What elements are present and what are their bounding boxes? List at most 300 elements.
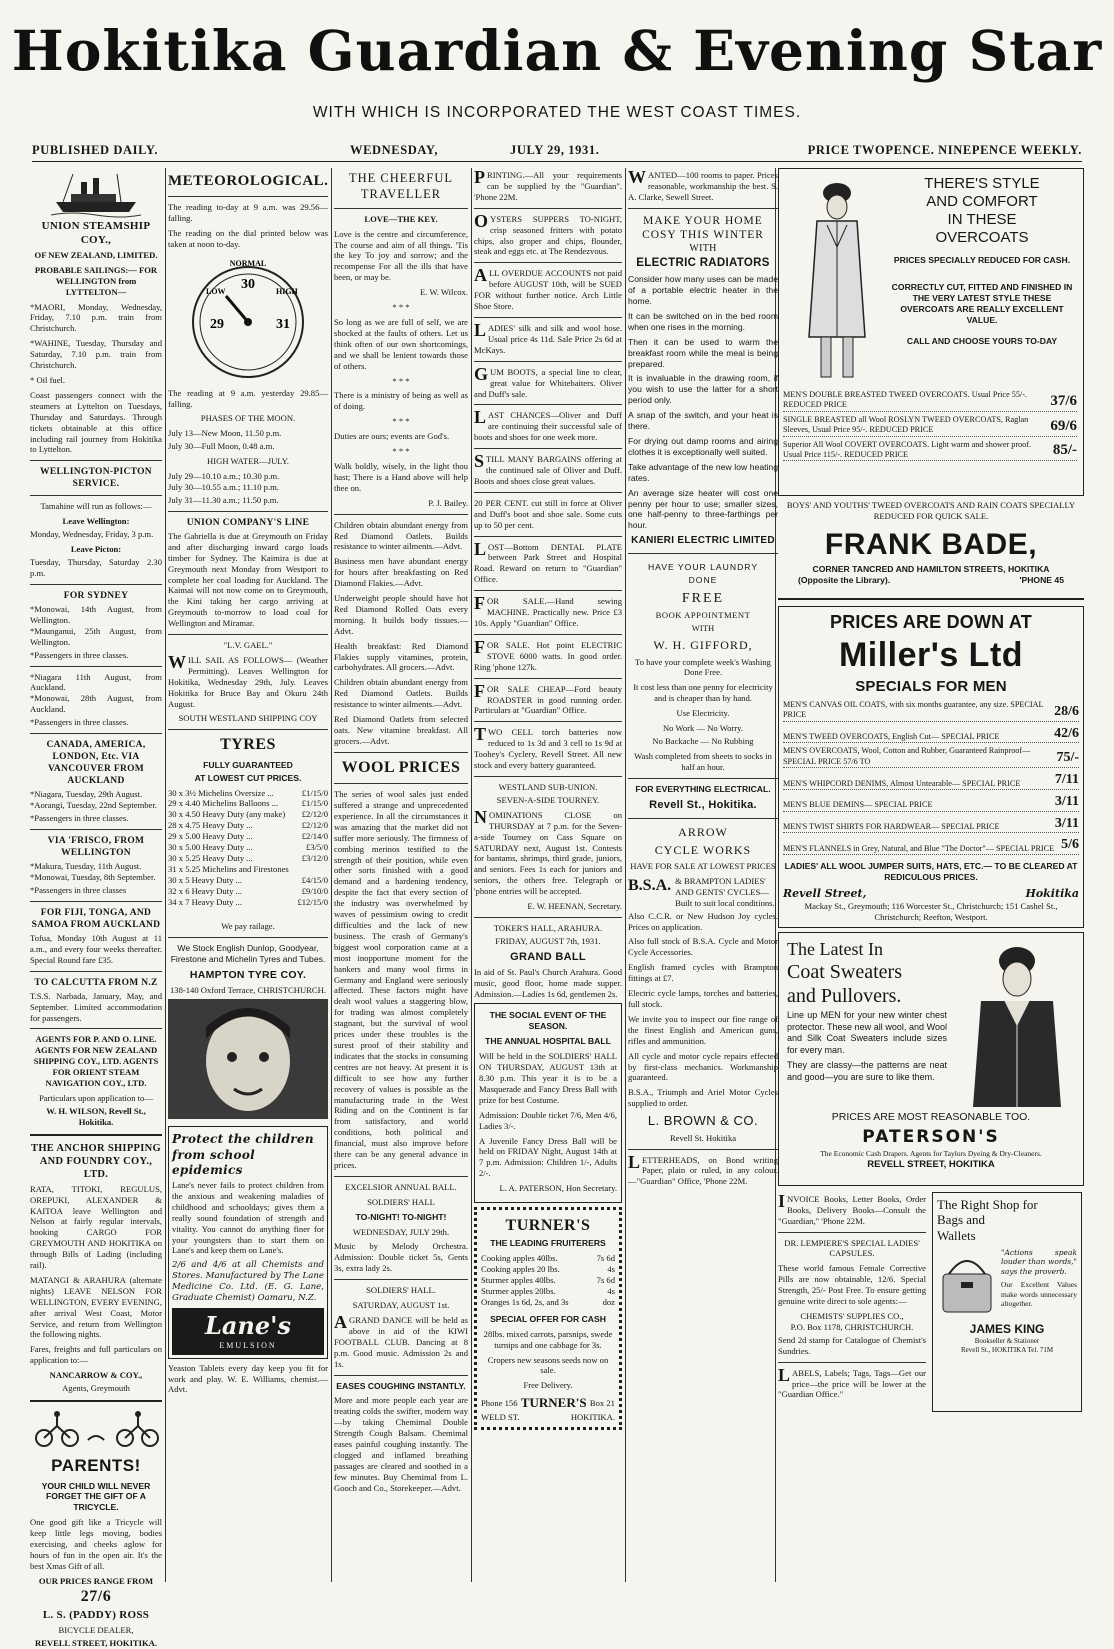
wool-head: WOOL PRICES <box>341 758 461 776</box>
millers-street: Revell Street, <box>783 887 867 901</box>
hampton-address: 138-140 Oxford Terrace, CHRISTCHURCH. <box>169 984 327 995</box>
laundry-body: Wash completed from sheets to socks in half an hour. <box>634 750 772 772</box>
call-note: CALL AND CHOOSE YOURS TO-DAY <box>906 335 1058 346</box>
tyre-row <box>168 886 328 897</box>
laundry-body: To have your complete week's Washing Done Free. <box>635 656 771 678</box>
column-rule <box>471 168 472 1582</box>
cosy-body: It can be switched on in the bed room when one rises in the morning. <box>628 310 778 332</box>
tide-head: HIGH WATER—JULY. <box>207 456 289 467</box>
hampton-name: HAMPTON TYRE COY. <box>189 969 307 982</box>
king-name: JAMES KING <box>969 1321 1045 1336</box>
fruit-row-label: Cooking apples 20 lbs. <box>481 1264 560 1275</box>
westland-head: WESTLAND SUB-UNION. <box>498 781 598 792</box>
prices-down: PRICES ARE DOWN AT <box>830 611 1032 632</box>
poet: E. W. Wilcox. <box>420 287 468 298</box>
men-special-row-label: MEN'S TWEED OVERCOATS, English Cut— SPECIAL PRICE <box>783 731 1000 741</box>
style-line: AND COMFORT <box>926 193 1038 210</box>
fruit-row-label: Cooking apples 40lbs. <box>481 1253 558 1264</box>
hospital-ball-ad <box>474 1003 622 1203</box>
tide-line: July 31—11.30 a.m.; 11.50 p.m. <box>168 494 279 505</box>
divider <box>474 590 622 591</box>
style-line: THERE'S STYLE <box>924 175 1040 192</box>
star-separator: * * * <box>392 416 410 427</box>
issue-price: PRICE TWOPENCE. NINEPENCE WEEKLY. <box>807 143 1082 157</box>
fruit-row <box>481 1253 615 1264</box>
overcoat-figure-icon <box>797 177 877 387</box>
men-special-row-label: MEN'S FLANNELS in Grey, Natural, and Blue "The Doctor"— SPECIAL PRICE <box>783 843 1055 853</box>
met-dial-note: The reading on the dial printed below was taken at noon to-day. <box>168 227 328 249</box>
laundry-body: Use Electricity. <box>676 708 730 719</box>
correctly-note: CORRECTLY CUT, FITTED AND FINISHED IN THE VERY LATEST STYLE THESE OVERCOATS ARE REALLY EXCELLENT VALUE. <box>891 281 1073 325</box>
star-separator: * * * <box>392 302 410 313</box>
parents-head: PARENTS! <box>51 1455 141 1475</box>
tyre-row-price: £1/15/0 <box>301 787 328 798</box>
turners-phone: Phone 156 <box>481 1398 518 1409</box>
classified: 20 PER CENT. cut still in force at Oliver and Duff's boot and shoe sale. Some cuts up to 50 per cent. <box>474 497 622 530</box>
cycle-works-head: CYCLE WORKS <box>654 842 752 857</box>
fruit-row-price: doz <box>602 1296 615 1307</box>
sydney-line: *Niagara 11th August, from Auckland. <box>30 671 162 693</box>
narbada-line: T.S.S. Narbada, January, May, and September. Limited accommodation for passengers. <box>30 990 162 1023</box>
tyre-row <box>168 842 328 853</box>
arrow-head: ARROW <box>678 824 728 839</box>
divider <box>30 584 162 585</box>
tyre-row-label: 30 x 5.00 Heavy Duty ... <box>168 842 253 853</box>
laundry-with: WITH <box>691 623 715 634</box>
divider <box>474 361 622 362</box>
divider <box>474 536 622 537</box>
tyre-price-table <box>168 788 328 908</box>
soldiers-hall-2: SOLDIERS' HALL. <box>366 1285 436 1296</box>
matangi-body: MATANGI & ARAHURA (alternate nights) LEAVE NELSON FOR WELLINGTON, EVERY EVENING, after arrival West Coast, Motor Service, and return from Wellington the following nights. <box>30 1274 162 1340</box>
lanes-head: Protect the children from school epidemics <box>172 1132 314 1177</box>
cycle-note: All cycle and motor cycle repairs effected by first-class mechanics. Workmanship guaranteed. <box>628 1050 778 1083</box>
fruit-row <box>481 1264 615 1275</box>
men-special-row <box>783 836 1079 855</box>
sydney-line: *Maunganui, 25th August, from Wellington. <box>30 625 162 647</box>
sydney-line: *Monowai, 28th August, from Auckland. <box>30 693 162 715</box>
laundry-head: HAVE YOUR LAUNDRY <box>647 561 759 572</box>
latest-line: and Pullovers. <box>787 985 902 1008</box>
dial-31-label: 31 <box>276 316 290 332</box>
kanieri-name: KANIERI ELECTRIC LIMITED <box>631 535 775 547</box>
king-address: Revell St., HOKITIKA Tel. 71M <box>960 1345 1054 1354</box>
fruit-row-label: Oranges 1s 6d, 2s, and 3s <box>481 1296 569 1307</box>
fruit-row-price: 4s <box>607 1264 615 1275</box>
divider <box>334 752 468 753</box>
divider <box>474 317 622 318</box>
men-price-list <box>783 700 1079 855</box>
divider <box>628 778 778 779</box>
cosy-body: An average size heater will cost one penny per hour to use; smaller sizes, one half-penny to three-farthings per hour. <box>628 487 778 531</box>
issue-day: WEDNESDAY, <box>350 143 439 157</box>
tricycle-price: 27/6 <box>80 1587 112 1605</box>
column-rule <box>625 168 626 1582</box>
poem: Love is the centre and circumference, The course and aim of all things. 'Tis the key To joy and sorrow; and the recompense For all the ills that have been, or may be. <box>334 228 468 283</box>
gifford-name: W. H. GIFFORD, <box>653 638 753 653</box>
tyre-row <box>168 853 328 864</box>
cosy-body: It is invaluable in the drawing room, if you wish to use the latter for a short period only. <box>628 373 778 406</box>
tyre-row-price: £3/12/0 <box>301 852 328 863</box>
tyre-row <box>168 831 328 842</box>
men-special-row-label: MEN'S TWIST SHIRTS FOR HARDWEAR— SPECIAL PRICE <box>783 822 1000 832</box>
millers-branches: Mackay St., Greymouth; 116 Worcester St., Christchurch; 151 Cashel St., Christchurch; Reefton, Westport. <box>804 901 1058 922</box>
cosy-line: ELECTRIC RADIATORS <box>636 256 770 269</box>
millers-town: Hokitika <box>1025 887 1079 901</box>
frisco-line: *Monowai, Tuesday, 8th September. <box>30 872 156 883</box>
thought-4: Walk boldly, wisely, in the light thou hast; There is a Hand above will help thee on. <box>334 460 468 493</box>
oil-note: * Oil fuel. <box>30 375 66 385</box>
bade-name: FRANK BADE, <box>824 527 1038 561</box>
fruiterers-head: THE LEADING FRUITERERS <box>490 1238 606 1249</box>
railage-note: We pay railage. <box>221 921 275 932</box>
style-line: IN THESE <box>947 211 1017 228</box>
overcoat-row <box>783 440 1077 462</box>
juvenile-ball: A Juvenile Fancy Dress Ball will be held on FRIDAY Night, August 14th at 7 p.m. Admission: Children 1/-, Adults 2/-. <box>479 1135 617 1179</box>
tyre-row-price: £2/14/0 <box>301 831 328 842</box>
union-title: UNION STEAMSHIP COY., <box>41 220 151 246</box>
letterheads-ad: LETTERHEADS, on Bond writing Paper, plain or ruled, in any colour.—"Guardian" Office, 'Phone 22M. <box>628 1151 778 1187</box>
divider <box>474 404 622 405</box>
tyre-row-label: 28 x 4.75 Heavy Duty ... <box>168 820 253 831</box>
divider <box>334 1375 468 1376</box>
cycle-note: We invite you to inspect our fine range of the finest English and American guns, rifles and ammunition. <box>628 1013 778 1046</box>
tyre-row-label: 29 x 4.40 Michelins Balloons ... <box>168 798 279 809</box>
revell-street: Revell St., Hokitika. <box>649 798 757 811</box>
divider <box>30 829 162 830</box>
hospital-head: THE ANNUAL HOSPITAL BALL <box>485 1036 611 1047</box>
cosy-body: A snap of the switch, and your heat is there. <box>628 410 778 432</box>
men-special-row <box>783 815 1079 834</box>
classified: LOST—Bottom DENTAL PLATE between Park Street and Hospital Road. Reward on return to "Guardian" Office. <box>474 538 622 585</box>
dateline <box>32 143 1082 162</box>
mwf-times: Monday, Wednesday, Friday, 3 p.m. <box>30 529 154 540</box>
wanted-ad: WANTED—100 rooms to paper. Prices reasonable, workmanship the best. S. A. Clarke, Sewell Street. <box>628 167 778 202</box>
tyre-row-label: 30 x 4.50 Heavy Duty (any make) <box>168 809 286 820</box>
men-special-row-price: 28/6 <box>1054 703 1079 719</box>
right-shop-line: Wallets <box>937 1228 976 1244</box>
frisco-line: *Makura, Tuesday, 11th August. <box>30 861 142 872</box>
tyre-row <box>168 864 328 875</box>
divider <box>474 448 622 449</box>
cough-head: EASES COUGHING INSTANTLY. <box>336 1380 466 1391</box>
men-special-row-price: 42/6 <box>1054 725 1079 741</box>
music-note: Music by Melody Orchestra. Admission: Double ticket 5s, Gents 3s, extra lady 2s. <box>334 1241 468 1274</box>
canada-line: *Passengers in three classes. <box>30 813 129 824</box>
men-special-row-price: 3/11 <box>1054 793 1079 809</box>
turners-name: TURNER'S <box>520 1395 587 1411</box>
lanes-body: Lane's never fails to protect children from the anxious and weakening maladies of childhood and schooldays; gives them a really sound foundation of strength and vitality. You cannot do anything finer for your youngsters than to start them on Lane's and keep them on Lane's. <box>172 1180 324 1256</box>
classified: FOR SALE. Hot point ELECTRIC STOVE 6000 watts. In good order. Ring 'phone 127k. <box>474 636 622 672</box>
issue-date: JULY 29, 1931. <box>510 143 600 157</box>
cosy-body: For drying out damp rooms and airing clothes it is exceptionally well suited. <box>628 435 778 457</box>
tide-line: July 30—10.55 a.m.; 11.10 p.m. <box>168 482 279 493</box>
met-reading: The reading to-day at 9 a.m. was 29.56—falling. <box>168 202 328 223</box>
millers-footer <box>783 887 1079 901</box>
fiji-head: FOR FIJI, TONGA, AND SAMOA FROM AUCKLAND <box>31 907 161 930</box>
column-6 <box>778 168 1084 1582</box>
cosy-body: Consider how many uses can be made of a portable electric heater in the home. <box>628 274 778 306</box>
bade-phone: 'PHONE 45 <box>1019 574 1064 585</box>
anchor-body: RATA, TITOKI, REGULUS, OREPUKI, ALEXANDER & KAITOA leave Wellington and Nelson at fairly regular intervals, booking CARGO FOR GREYMOUTH AND HOKITIKA on through Bills of Lading (including rail). <box>30 1183 162 1271</box>
classified: TWO CELL torch batteries now reduced to 1s 3d and 3 cell to 1s 9d at Toohey's Cyclery, Revell Street. All new stock and every battery guaranteed. <box>474 724 622 771</box>
cycle-note: B.S.A., Triumph and Ariel Motor Cycles supplied to order. <box>628 1087 778 1109</box>
star-separator: * * * <box>392 375 410 386</box>
divider <box>334 514 468 515</box>
divider <box>474 262 622 263</box>
tide-line: July 29—10.10 a.m.; 10.30 p.m. <box>168 471 280 482</box>
fruit-price-table <box>481 1253 615 1308</box>
cycle-note: English framed cycles with Brampton fittings at £7. <box>628 962 778 984</box>
invoice-ad: INVOICE Books, Letter Books, Order Books, Delivery Books—Consult the "Guardian," 'Phone 22M. <box>778 1190 926 1226</box>
divider <box>168 937 328 938</box>
latest-line: The Latest In <box>787 938 883 959</box>
fruit-row-price: 7s 6d <box>596 1253 615 1264</box>
tyre-row-price: £4/15/0 <box>301 874 328 885</box>
lanes-emulsion: EMULSION <box>219 1341 277 1351</box>
parents-body: YOUR CHILD WILL NEVER FORGET THE GIFT OF A TRICYCLE. <box>41 1480 151 1513</box>
dial-low-label: LOW <box>206 286 226 296</box>
tyres-sub: FULLY GUARANTEED <box>203 759 293 770</box>
divider <box>474 678 622 679</box>
moon-line: July 13—New Moon, 11.50 p.m. <box>168 428 282 439</box>
divider <box>30 901 162 902</box>
cosy-line: COSY THIS WINTER <box>642 229 764 242</box>
gael-coy: SOUTH WESTLAND SHIPPING COY <box>178 713 318 724</box>
book-appointment: BOOK APPOINTMENT <box>655 610 751 621</box>
newspaper-title: Hokitika Guardian & Evening Star <box>11 18 1103 83</box>
labels-ad: LABELS, Labels; Tags, Tags—Get our price—the price will be lower at the "Guardian Office." <box>778 1364 926 1400</box>
ross-address: REVELL STREET, HOKITIKA. <box>34 1637 158 1648</box>
wed-date: WEDNESDAY, JULY 29th. <box>352 1226 450 1237</box>
men-special-row-price: 7/11 <box>1054 772 1079 788</box>
cosy-body: Then it can be used to warm the breakfast room while the meal is being prepared. <box>628 336 778 369</box>
sevenside-head: SEVEN-A-SIDE TOURNEY. <box>496 794 600 805</box>
picton-head: WELLINGTON-PICTON SERVICE. <box>40 467 152 490</box>
published-daily: PUBLISHED DAILY. <box>32 143 159 157</box>
coast-note: Coast passengers connect with the steamers at Lyttelton on Tuesdays, Thursday and Saturdays. Through tickets obtainable at this office including rail journey from Hokitika to Lyttelton. <box>30 389 162 455</box>
classified: PRINTING.—All your requirements can be supplied by the "Guardian". 'Phone 22M. <box>474 167 622 202</box>
divider <box>628 1149 778 1150</box>
tyre-row-price: £2/12/0 <box>301 820 328 831</box>
latest-body: Line up MEN for your new winter chest protector. These new all wool, and Wool and Silk Coat Sweaters include sizes for every man. <box>787 1010 947 1055</box>
sweater-man-icon <box>957 939 1077 1109</box>
ladies-suits: LADIES' ALL WOOL JUMPER SUITS, HATS, ETC.— TO BE CLEARED AT REDICULOUS PRICES. <box>784 861 1078 883</box>
probable-sailings: PROBABLE SAILINGS:— FOR WELLINGTON from LYTTELTON— <box>34 264 158 297</box>
barometer-dial <box>188 254 308 384</box>
free-delivery: Free Delivery. <box>523 1380 573 1391</box>
fruit-row <box>481 1275 615 1286</box>
diamond-advt: Red Diamond Oatlets from selected oats. New vitamine breakfast. All grocers.—Advt. <box>334 714 468 746</box>
laundry-free: FREE <box>681 590 725 606</box>
overcoat-row-label: Superior All Wool COVERT OVERCOATS. Light warm and shower proof. Usual Price 115/-. REDUCED PRICE <box>783 439 1032 460</box>
tyre-row-price: £2/12/0 <box>301 809 328 820</box>
column-3 <box>334 168 468 1582</box>
divider <box>628 208 778 209</box>
tyre-row <box>168 788 328 799</box>
divider <box>474 208 622 209</box>
bsa-row <box>628 876 778 909</box>
met-yesterday: The reading at 9 a.m. yesterday 29.85—falling. <box>168 387 328 409</box>
sweaters-copy <box>787 939 947 1087</box>
divider <box>168 729 328 730</box>
divider <box>334 1279 468 1280</box>
turners-ad <box>474 1207 622 1430</box>
column-2 <box>168 168 328 1582</box>
canada-head: CANADA, AMERICA, LONDON, Etc. VIA VANCOUVER FROM AUCKLAND <box>46 740 146 787</box>
dial-high-label: HIGH <box>276 286 298 296</box>
divider <box>474 776 622 777</box>
lanes-logo <box>172 1308 324 1355</box>
special-offer: SPECIAL OFFER FOR CASH <box>490 1313 606 1324</box>
love-head: LOVE—THE KEY. <box>364 213 438 224</box>
leave-wellington: Leave Wellington: <box>62 516 130 527</box>
overcoat-row-price: 85/- <box>1052 442 1077 459</box>
tricycle-icon <box>30 1408 162 1451</box>
divider <box>30 666 162 667</box>
fruit-row-price: 4s <box>607 1285 615 1296</box>
bottom-left-ads <box>778 1192 926 1412</box>
hospital-admission: Admission: Double ticket 7/6, Men 4/6, Ladies 3/-. <box>479 1109 617 1131</box>
grand-dance: AGRAND DANCE will be held as above in aid of the KIWI FOOTBALL CLUB. Dancing at 8 p.m. Good music. Admission 2s and 1s. <box>334 1312 468 1369</box>
chemists-box: P.O. Box 1178, CHRISTCHURCH. <box>790 1321 914 1332</box>
handbag-icon <box>937 1248 997 1318</box>
tyre-row-price: £9/10/0 <box>301 885 328 896</box>
tamahine-note: Tamahine will run as follows:— <box>40 501 152 512</box>
cough-body: More and more people each year are treating colds the swifter, modern way —by taking Chemimal Double Strength Cough Balsam. Chemimal eases painful coughing instantly. The clogged and inflamed breathing passages are cleared and soothed in a few minutes. Buy Chemimal from L. Gooch and Co., Storekeeper.—Advt. <box>334 1395 468 1493</box>
fruit-row <box>481 1286 615 1297</box>
men-special-row <box>783 700 1079 722</box>
men-special-row <box>783 771 1079 790</box>
tonight: TO-NIGHT! TO-NIGHT! <box>355 1211 447 1222</box>
tyre-row-label: 34 x 7 Heavy Duty ... <box>168 896 242 907</box>
tyre-row-label: 30 x 5.25 Heavy Duty ... <box>168 852 253 863</box>
seeds-note: Cropers new seasons seeds now on sale. <box>487 1354 609 1376</box>
divider <box>30 1400 162 1402</box>
classified: OYSTERS SUPPERS TO-NIGHT, crisp seasoned fritters with potato chips, also groper and chips, flounder, steak and eggs etc. at The Rendezvous. <box>474 210 622 257</box>
men-special-row <box>783 725 1079 744</box>
divider <box>30 971 162 972</box>
fruit-row <box>481 1297 615 1308</box>
diamond-advt: Children obtain abundant energy from Red Diamond Oatlets. Builds resistance to winter ailments.—Advt. <box>334 677 468 710</box>
carrots-offer: 28lbs. mixed carrots, parsnips, swede turnips and one cabbage for 3s. <box>483 1328 613 1350</box>
divider <box>30 733 162 734</box>
fruit-row-label: Sturmer apples 20lbs. <box>481 1285 556 1296</box>
prices-from: OUR PRICES RANGE FROM <box>38 1575 154 1586</box>
tyres-head: TYRES <box>220 736 276 754</box>
diamond-advt: Business men have abundant energy for hours after breakfasting on Red Diamond Flakies.—Advt. <box>334 556 468 589</box>
wahine-sailing: *WAHINE, Tuesday, Thursday and Saturday, 7.10 p.m. train from Christchurch. <box>30 338 162 371</box>
divider <box>778 1362 926 1363</box>
diamond-advt: Children obtain abundant energy from Red Diamond Oatlets. Builds resistance to winter ailments.—Advt. <box>334 519 468 552</box>
gael-head: "L.V. GAEL." <box>223 640 273 651</box>
moon-line: July 30—Full Moon, 0.48 a.m. <box>168 441 275 452</box>
diamond-advt: Health breakfast: Red Diamond Flakies supply vitamines, protein, carbohydrates. All grocers.—Advt. <box>334 640 468 673</box>
divider <box>628 553 778 554</box>
sydney-line: *Passengers in three classes. <box>30 649 129 660</box>
tyre-row <box>168 809 328 820</box>
maori-sailing: *MAORI, Monday, Wednesday, Friday, 7.10 p.m. train from Christchurch. <box>30 301 162 334</box>
tyre-row <box>168 798 328 809</box>
divider <box>628 818 778 819</box>
fruit-row-price: 7s 6d <box>596 1275 615 1286</box>
divider <box>474 917 622 918</box>
divider <box>168 196 328 197</box>
divider <box>474 634 622 635</box>
divider <box>474 492 622 493</box>
cycle-note: Electric cycle lamps, torches and batteries, full stock. <box>628 988 778 1009</box>
men-special-row-label: MEN'S WHIPCORD DENIMS, Almost Untearable— SPECIAL PRICE <box>783 778 1021 788</box>
divider <box>30 1028 162 1029</box>
lempiere-head: DR. LEMPIERE'S SPECIAL LADIES' CAPSULES. <box>784 1237 920 1259</box>
ross-name: L. S. (PADDY) ROSS <box>42 1608 150 1621</box>
tyre-row-label: 30 x 3½ Michelins Oversize ... <box>168 787 274 798</box>
tyre-row-price: £3/5/0 <box>306 842 328 853</box>
right-shop-line: Bags and <box>937 1212 986 1228</box>
excellent-note: Our Excellent Values make words unnecessary altogether. <box>1001 1280 1077 1309</box>
apply-note: Particulars upon application to— <box>39 1093 153 1103</box>
divider <box>168 634 328 635</box>
men-special-row <box>783 793 1079 812</box>
diamond-advt: Underweight people should have hot Red Diamond Rolled Oats every morning. It builds body tissues.—Advt. <box>334 593 468 636</box>
grand-ball-head: GRAND BALL <box>510 950 586 963</box>
divider <box>334 783 468 784</box>
divider <box>474 721 622 722</box>
patersons-address: REVELL STREET, HOKITIKA <box>867 1158 995 1170</box>
classified: LADIES' silk and silk and wool hose. Usual price 4s 11d. Sale Price 2s 6d at McKays. <box>474 319 622 355</box>
cheerful-head: THE CHEERFUL TRAVELLER <box>348 171 453 201</box>
thought-1: So long as we are full of self, we are shocked at the faults of others. Let us think often of our own shortcomings, and we shall be lenient towards those of others. <box>334 317 468 371</box>
james-king-ad <box>932 1192 1082 1412</box>
frisco-line: *Passengers in three classes <box>30 884 127 895</box>
turners-town: HOKITIKA. <box>570 1411 615 1422</box>
thought-3: Duties are ours; events are God's. <box>334 431 450 442</box>
nancarrow-place: Agents, Greymouth <box>62 1383 130 1394</box>
column-5 <box>628 168 778 1582</box>
newspaper-subtitle: WITH WHICH IS INCORPORATED THE WEST COAST TIMES. <box>312 104 802 121</box>
catalogue-note: Send 2d stamp for Catalogue of Chemist's Sundries. <box>778 1334 926 1356</box>
thought-2: There is a ministry of being as well as of doing. <box>334 390 468 412</box>
men-special-row-label: MEN'S CANVAS OIL COATS, with six months guarantee, any size. SPECIAL PRICE <box>783 699 1044 720</box>
yeaston-advt: Yeaston Tablets every day keep you fit for work and play. W. E. Williams, chemist.—Advt. <box>168 1362 328 1395</box>
cosy-body: Take advantage of the new low heating rates. <box>628 461 778 483</box>
sat-date: SATURDAY, AUGUST 1st. <box>352 1300 450 1311</box>
everything-electrical: FOR EVERYTHING ELECTRICAL. <box>635 783 771 794</box>
stock-note: We Stock English Dunlop, Goodyear, Firestone and Michelin Tyres and Tubes. <box>170 943 326 965</box>
bade-opposite: (Opposite the Library). <box>798 574 891 585</box>
overcoat-row-label: SINGLE BREASTED all Wool ROSLYN TWEED OVERCOATS, Raglan Sleeves, Usual Price 95/-. REDUCED PRICE <box>783 414 1029 435</box>
tyre-row-price: £1/15/0 <box>301 798 328 809</box>
tricycle-body: One good gift like a Tricycle will keep little legs moving, bodies exercising, and cheeks aglow for hours of fun in the open air. It's the best Xmas Gift of all. <box>30 1517 162 1571</box>
divider <box>778 1232 926 1233</box>
fruit-row-label: Sturmer apples 40lbs. <box>481 1275 556 1286</box>
for-sale-note: HAVE FOR SALE AT LOWEST PRICES <box>630 861 776 872</box>
child-portrait-icon <box>168 999 328 1122</box>
divider <box>334 208 468 209</box>
star-separator: * * * <box>392 446 410 457</box>
right-shop-line: The Right Shop for <box>937 1196 1038 1212</box>
tts-times: Tuesday, Thursday, Saturday 2.30 p.m. <box>30 557 162 578</box>
classy-note: They are classy—the patterns are neat and good—you are sure to like them. <box>787 1060 947 1082</box>
chemists-name: CHEMISTS' SUPPLIES CO., <box>800 1311 904 1321</box>
toker-date: FRIDAY, AUGUST 7th, 1931. <box>495 935 601 946</box>
millers-name: Miller's Ltd <box>838 635 1024 674</box>
king-body <box>937 1248 1077 1318</box>
lempiere-body: These world famous Female Corrective Pills are now obtainable, 12/6. Special Strength, 25/- Post Free. To ensure getting genuine write direct to sole agents:— <box>778 1263 926 1307</box>
poet-2: P. J. Bailey. <box>428 497 468 508</box>
lanes-price: 2/6 and 4/6 at all Chemists and Stores. Manufactured by The Lane Medicine Co. Ltd. (E. G. Lane, Graduate Chemist) Oamaru, N.Z. <box>172 1260 324 1304</box>
turners-footer <box>481 1395 615 1412</box>
